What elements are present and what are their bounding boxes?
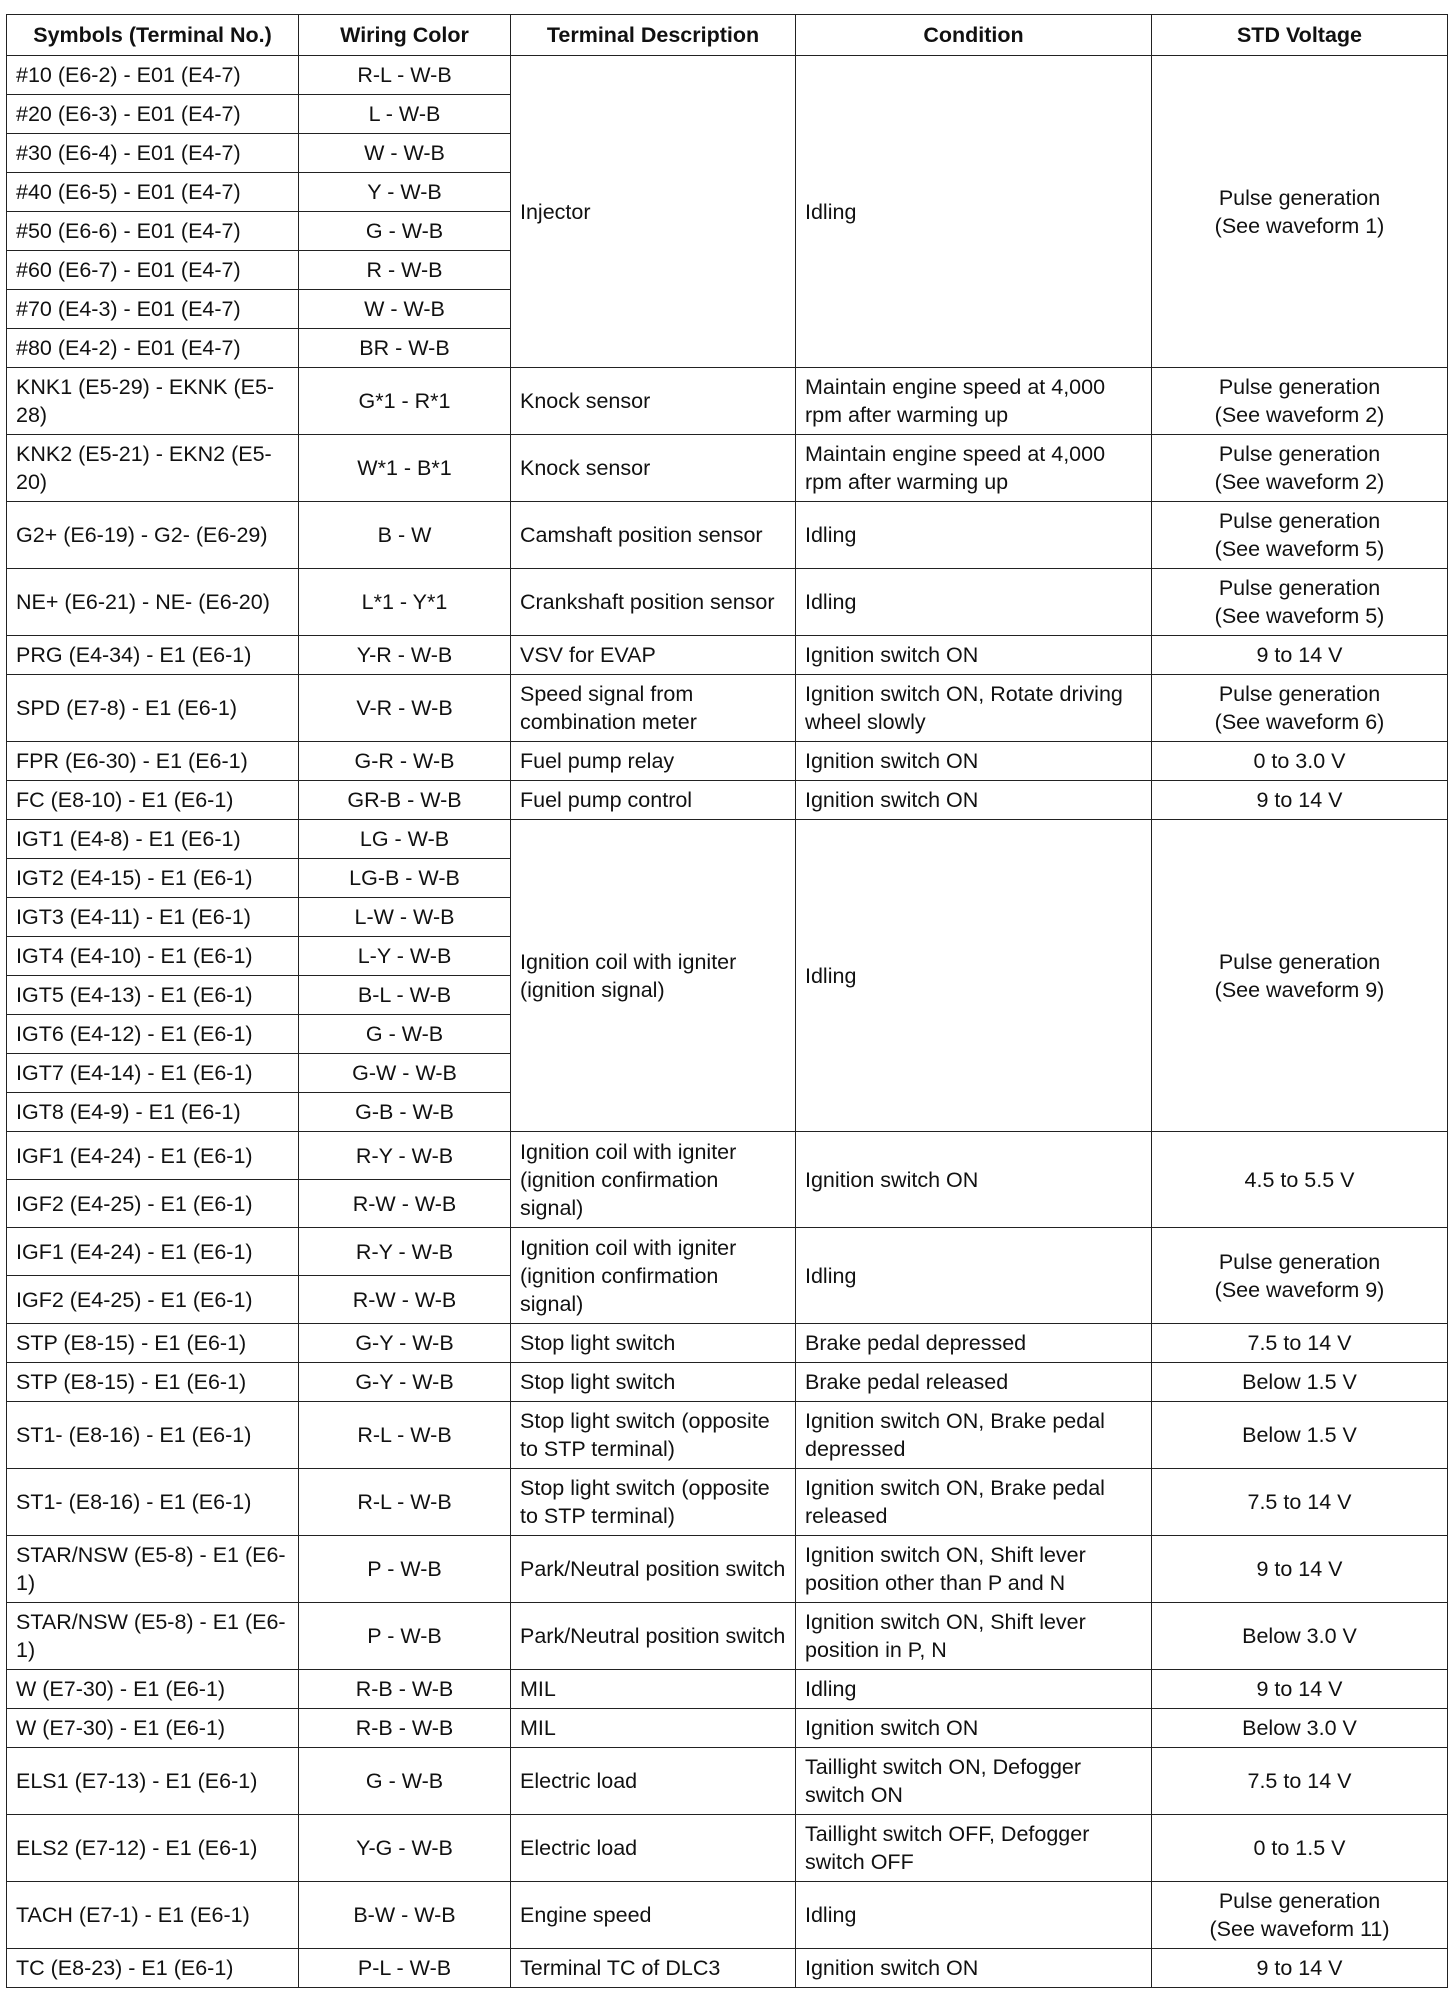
std-voltage-line: (See waveform 9) xyxy=(1214,977,1385,1002)
symbol-cell: IGT2 (E4-15) - E1 (E6-1) xyxy=(7,859,299,898)
std-voltage-line: 7.5 to 14 V xyxy=(1247,1490,1352,1514)
symbol-cell: IGT4 (E4-10) - E1 (E6-1) xyxy=(7,937,299,976)
wiring-color-cell: G-R - W-B xyxy=(299,742,511,781)
symbol-cell: #50 (E6-6) - E01 (E4-7) xyxy=(7,212,299,251)
symbol-cell: FPR (E6-30) - E1 (E6-1) xyxy=(7,742,299,781)
condition-cell: Ignition switch ON xyxy=(796,1709,1152,1748)
wiring-color-cell: BR - W-B xyxy=(299,329,511,368)
terminal-description-cell: MIL xyxy=(511,1709,796,1748)
std-voltage-line: 0 to 1.5 V xyxy=(1253,1836,1346,1860)
wiring-color-cell: R - W-B xyxy=(299,251,511,290)
terminal-description-cell: Injector xyxy=(511,56,796,368)
condition-cell: Idling xyxy=(796,1882,1152,1949)
terminal-description-cell: Crankshaft position sensor xyxy=(511,569,796,636)
wiring-color-cell: R-B - W-B xyxy=(299,1670,511,1709)
condition-cell: Ignition switch ON xyxy=(796,1949,1152,1988)
wiring-color-cell: L - W-B xyxy=(299,95,511,134)
wiring-color-cell: G*1 - R*1 xyxy=(299,368,511,435)
table-row xyxy=(7,435,1448,502)
symbol-cell: IGT1 (E4-8) - E1 (E6-1) xyxy=(7,820,299,859)
symbol-cell: ELS2 (E7-12) - E1 (E6-1) xyxy=(7,1815,299,1882)
condition-cell: Ignition switch ON, Shift lever position in P, N xyxy=(796,1603,1152,1670)
wiring-color-cell: W - W-B xyxy=(299,134,511,173)
symbol-cell: G2+ (E6-19) - G2- (E6-29) xyxy=(7,502,299,569)
symbol-cell: ST1- (E8-16) - E1 (E6-1) xyxy=(7,1402,299,1469)
symbol-cell: #10 (E6-2) - E01 (E4-7) xyxy=(7,56,299,95)
condition-cell: Idling xyxy=(796,56,1152,368)
header-wiring-color: Wiring Color xyxy=(299,15,511,56)
std-voltage-line: 9 to 14 V xyxy=(1256,1956,1343,1980)
std-voltage-cell xyxy=(1152,1882,1448,1949)
symbol-cell: STAR/NSW (E5-8) - E1 (E6-1) xyxy=(7,1603,299,1670)
std-voltage-line: (See waveform 5) xyxy=(1214,604,1385,628)
condition-cell: Maintain engine speed at 4,000 rpm after warming up xyxy=(796,368,1152,435)
condition-cell: Ignition switch ON xyxy=(796,1132,1152,1228)
wiring-color-cell: L-Y - W-B xyxy=(299,937,511,976)
header-condition: Condition xyxy=(796,15,1152,56)
std-voltage-cell xyxy=(1152,1670,1448,1709)
terminal-voltage-table-container xyxy=(6,14,1448,1988)
wiring-color-cell: R-Y - W-B xyxy=(299,1132,511,1180)
symbol-cell: IGF2 (E4-25) - E1 (E6-1) xyxy=(7,1276,299,1324)
table-row xyxy=(7,1228,1448,1276)
std-voltage-line: (See waveform 2) xyxy=(1214,470,1385,494)
table-row xyxy=(7,1324,1448,1363)
wiring-color-cell: G-Y - W-B xyxy=(299,1324,511,1363)
std-voltage-cell xyxy=(1152,1324,1448,1363)
std-voltage-cell xyxy=(1152,569,1448,636)
wiring-color-cell: Y-G - W-B xyxy=(299,1815,511,1882)
std-voltage-cell xyxy=(1152,1603,1448,1670)
header-symbols: Symbols (Terminal No.) xyxy=(7,15,299,56)
std-voltage-cell xyxy=(1152,1363,1448,1402)
table-row xyxy=(7,1132,1448,1180)
symbol-cell: IGF1 (E4-24) - E1 (E6-1) xyxy=(7,1228,299,1276)
table-row xyxy=(7,675,1448,742)
condition-cell: Brake pedal depressed xyxy=(796,1324,1152,1363)
std-voltage-cell xyxy=(1152,1132,1448,1228)
std-voltage-line: 7.5 to 14 V xyxy=(1247,1331,1352,1355)
std-voltage-cell xyxy=(1152,636,1448,675)
terminal-description-cell: Stop light switch (opposite to STP terminal) xyxy=(511,1402,796,1469)
header-row xyxy=(7,15,1448,56)
symbol-cell: #80 (E4-2) - E01 (E4-7) xyxy=(7,329,299,368)
terminal-description-cell: Engine speed xyxy=(511,1882,796,1949)
table-row xyxy=(7,1882,1448,1949)
table-row xyxy=(7,56,1448,95)
symbol-cell: TACH (E7-1) - E1 (E6-1) xyxy=(7,1882,299,1949)
condition-cell: Maintain engine speed at 4,000 rpm after warming up xyxy=(796,435,1152,502)
wiring-color-cell: P - W-B xyxy=(299,1536,511,1603)
terminal-voltage-table xyxy=(6,14,1448,1988)
condition-cell: Ignition switch ON xyxy=(796,781,1152,820)
wiring-color-cell: L*1 - Y*1 xyxy=(299,569,511,636)
symbol-cell: IGT7 (E4-14) - E1 (E6-1) xyxy=(7,1054,299,1093)
table-row xyxy=(7,636,1448,675)
table-row xyxy=(7,1949,1448,1988)
std-voltage-line: Pulse generation xyxy=(1218,442,1381,466)
symbol-cell: NE+ (E6-21) - NE- (E6-20) xyxy=(7,569,299,636)
terminal-description-cell: Knock sensor xyxy=(511,368,796,435)
wiring-color-cell: R-Y - W-B xyxy=(299,1228,511,1276)
wiring-color-cell: R-L - W-B xyxy=(299,56,511,95)
table-row xyxy=(7,781,1448,820)
wiring-color-cell: G-Y - W-B xyxy=(299,1363,511,1402)
terminal-description-cell: Stop light switch (opposite to STP terminal) xyxy=(511,1469,796,1536)
table-row xyxy=(7,1603,1448,1670)
std-voltage-line: Pulse generation xyxy=(1218,185,1381,210)
terminal-description-cell: Electric load xyxy=(511,1748,796,1815)
terminal-description-cell: VSV for EVAP xyxy=(511,636,796,675)
table-row xyxy=(7,368,1448,435)
condition-cell: Idling xyxy=(796,1228,1152,1324)
std-voltage-cell xyxy=(1152,1949,1448,1988)
condition-cell: Ignition switch ON xyxy=(796,636,1152,675)
wiring-color-cell: W*1 - B*1 xyxy=(299,435,511,502)
symbol-cell: KNK1 (E5-29) - EKNK (E5-28) xyxy=(7,368,299,435)
std-voltage-cell xyxy=(1152,820,1448,1132)
condition-cell: Idling xyxy=(796,1670,1152,1709)
symbol-cell: STP (E8-15) - E1 (E6-1) xyxy=(7,1324,299,1363)
terminal-description-cell: MIL xyxy=(511,1670,796,1709)
terminal-description-cell: Camshaft position sensor xyxy=(511,502,796,569)
std-voltage-cell xyxy=(1152,502,1448,569)
terminal-description-cell: Terminal TC of DLC3 xyxy=(511,1949,796,1988)
table-row xyxy=(7,1815,1448,1882)
std-voltage-line: 9 to 14 V xyxy=(1256,1557,1343,1581)
table-row xyxy=(7,1670,1448,1709)
symbol-cell: IGT5 (E4-13) - E1 (E6-1) xyxy=(7,976,299,1015)
wiring-color-cell: R-B - W-B xyxy=(299,1709,511,1748)
wiring-color-cell: LG - W-B xyxy=(299,820,511,859)
symbol-cell: IGF1 (E4-24) - E1 (E6-1) xyxy=(7,1132,299,1180)
condition-cell: Idling xyxy=(796,569,1152,636)
terminal-description-cell: Park/Neutral position switch xyxy=(511,1603,796,1670)
symbol-cell: IGT3 (E4-11) - E1 (E6-1) xyxy=(7,898,299,937)
terminal-description-cell: Fuel pump control xyxy=(511,781,796,820)
std-voltage-line: Below 3.0 V xyxy=(1242,1716,1357,1740)
wiring-color-cell: R-L - W-B xyxy=(299,1402,511,1469)
wiring-color-cell: R-W - W-B xyxy=(299,1180,511,1228)
std-voltage-line: (See waveform 9) xyxy=(1214,1277,1385,1302)
symbol-cell: STAR/NSW (E5-8) - E1 (E6-1) xyxy=(7,1536,299,1603)
wiring-color-cell: LG-B - W-B xyxy=(299,859,511,898)
table-row xyxy=(7,1748,1448,1815)
std-voltage-line: (See waveform 1) xyxy=(1214,213,1385,238)
std-voltage-line: 9 to 14 V xyxy=(1256,1677,1343,1701)
wiring-color-cell: G - W-B xyxy=(299,1748,511,1815)
std-voltage-line: Pulse generation xyxy=(1218,1889,1381,1913)
terminal-description-cell: Stop light switch xyxy=(511,1324,796,1363)
std-voltage-line: Below 1.5 V xyxy=(1242,1423,1357,1447)
wiring-color-cell: R-W - W-B xyxy=(299,1276,511,1324)
symbol-cell: SPD (E7-8) - E1 (E6-1) xyxy=(7,675,299,742)
std-voltage-cell xyxy=(1152,1402,1448,1469)
std-voltage-cell xyxy=(1152,675,1448,742)
condition-cell: Ignition switch ON, Shift lever position other than P and N xyxy=(796,1536,1152,1603)
std-voltage-line: (See waveform 5) xyxy=(1214,537,1385,561)
std-voltage-line: (See waveform 11) xyxy=(1209,1917,1390,1941)
table-row xyxy=(7,502,1448,569)
wiring-color-cell: V-R - W-B xyxy=(299,675,511,742)
wiring-color-cell: P - W-B xyxy=(299,1603,511,1670)
symbol-cell: ELS1 (E7-13) - E1 (E6-1) xyxy=(7,1748,299,1815)
terminal-description-cell: Stop light switch xyxy=(511,1363,796,1402)
std-voltage-cell xyxy=(1152,368,1448,435)
wiring-color-cell: B - W xyxy=(299,502,511,569)
table-row xyxy=(7,569,1448,636)
terminal-description-cell: Electric load xyxy=(511,1815,796,1882)
table-row xyxy=(7,1709,1448,1748)
table-row xyxy=(7,1363,1448,1402)
table-body xyxy=(7,56,1448,1988)
wiring-color-cell: L-W - W-B xyxy=(299,898,511,937)
terminal-description-cell: Ignition coil with igniter (ignition confirmation signal) xyxy=(511,1228,796,1324)
std-voltage-cell xyxy=(1152,742,1448,781)
condition-cell: Ignition switch ON, Brake pedal released xyxy=(796,1469,1152,1536)
symbol-cell: IGT6 (E4-12) - E1 (E6-1) xyxy=(7,1015,299,1054)
std-voltage-line: 9 to 14 V xyxy=(1256,788,1343,812)
table-row xyxy=(7,742,1448,781)
std-voltage-cell xyxy=(1152,435,1448,502)
symbol-cell: STP (E8-15) - E1 (E6-1) xyxy=(7,1363,299,1402)
header-terminal-description: Terminal Description xyxy=(511,15,796,56)
std-voltage-cell xyxy=(1152,1748,1448,1815)
std-voltage-line: Pulse generation xyxy=(1218,682,1381,706)
wiring-color-cell: R-L - W-B xyxy=(299,1469,511,1536)
std-voltage-line: Pulse generation xyxy=(1218,576,1381,600)
table-row xyxy=(7,820,1448,859)
terminal-description-cell: Ignition coil with igniter (ignition confirmation signal) xyxy=(511,1132,796,1228)
symbol-cell: PRG (E4-34) - E1 (E6-1) xyxy=(7,636,299,675)
std-voltage-cell xyxy=(1152,1469,1448,1536)
terminal-description-cell: Ignition coil with igniter (ignition signal) xyxy=(511,820,796,1132)
std-voltage-cell xyxy=(1152,1815,1448,1882)
std-voltage-line: Below 3.0 V xyxy=(1242,1624,1357,1648)
std-voltage-line: 9 to 14 V xyxy=(1256,643,1343,667)
std-voltage-line: Pulse generation xyxy=(1218,375,1381,399)
condition-cell: Ignition switch ON xyxy=(796,742,1152,781)
condition-cell: Ignition switch ON, Brake pedal depressed xyxy=(796,1402,1152,1469)
symbol-cell: W (E7-30) - E1 (E6-1) xyxy=(7,1670,299,1709)
wiring-color-cell: Y-R - W-B xyxy=(299,636,511,675)
symbol-cell: #60 (E6-7) - E01 (E4-7) xyxy=(7,251,299,290)
std-voltage-line: Pulse generation xyxy=(1218,509,1381,533)
symbol-cell: ST1- (E8-16) - E1 (E6-1) xyxy=(7,1469,299,1536)
wiring-color-cell: G - W-B xyxy=(299,1015,511,1054)
condition-cell: Taillight switch ON, Defogger switch ON xyxy=(796,1748,1152,1815)
wiring-color-cell: Y - W-B xyxy=(299,173,511,212)
std-voltage-cell xyxy=(1152,1536,1448,1603)
std-voltage-line: Pulse generation xyxy=(1218,1249,1381,1274)
symbol-cell: #40 (E6-5) - E01 (E4-7) xyxy=(7,173,299,212)
std-voltage-line: 4.5 to 5.5 V xyxy=(1244,1167,1355,1192)
condition-cell: Taillight switch OFF, Defogger switch OFF xyxy=(796,1815,1152,1882)
table-row xyxy=(7,1536,1448,1603)
symbol-cell: #30 (E6-4) - E01 (E4-7) xyxy=(7,134,299,173)
terminal-description-cell: Speed signal from combination meter xyxy=(511,675,796,742)
std-voltage-cell xyxy=(1152,1228,1448,1324)
wiring-color-cell: G - W-B xyxy=(299,212,511,251)
std-voltage-cell xyxy=(1152,1709,1448,1748)
symbol-cell: KNK2 (E5-21) - EKN2 (E5-20) xyxy=(7,435,299,502)
symbol-cell: IGF2 (E4-25) - E1 (E6-1) xyxy=(7,1180,299,1228)
std-voltage-cell xyxy=(1152,781,1448,820)
std-voltage-line: 7.5 to 14 V xyxy=(1247,1769,1352,1793)
wiring-color-cell: G-B - W-B xyxy=(299,1093,511,1132)
terminal-description-cell: Knock sensor xyxy=(511,435,796,502)
wiring-color-cell: B-L - W-B xyxy=(299,976,511,1015)
wiring-color-cell: G-W - W-B xyxy=(299,1054,511,1093)
std-voltage-line: Pulse generation xyxy=(1218,949,1381,974)
wiring-color-cell: P-L - W-B xyxy=(299,1949,511,1988)
wiring-color-cell: W - W-B xyxy=(299,290,511,329)
wiring-color-cell: GR-B - W-B xyxy=(299,781,511,820)
std-voltage-line: 0 to 3.0 V xyxy=(1253,749,1346,773)
symbol-cell: W (E7-30) - E1 (E6-1) xyxy=(7,1709,299,1748)
std-voltage-line: (See waveform 6) xyxy=(1214,710,1385,734)
symbol-cell: FC (E8-10) - E1 (E6-1) xyxy=(7,781,299,820)
std-voltage-line: (See waveform 2) xyxy=(1214,403,1385,427)
std-voltage-cell xyxy=(1152,56,1448,368)
table-row xyxy=(7,1469,1448,1536)
condition-cell: Brake pedal released xyxy=(796,1363,1152,1402)
symbol-cell: IGT8 (E4-9) - E1 (E6-1) xyxy=(7,1093,299,1132)
header-std-voltage: STD Voltage xyxy=(1152,15,1448,56)
condition-cell: Ignition switch ON, Rotate driving wheel slowly xyxy=(796,675,1152,742)
terminal-description-cell: Fuel pump relay xyxy=(511,742,796,781)
table-row xyxy=(7,1402,1448,1469)
symbol-cell: TC (E8-23) - E1 (E6-1) xyxy=(7,1949,299,1988)
symbol-cell: #70 (E4-3) - E01 (E4-7) xyxy=(7,290,299,329)
terminal-description-cell: Park/Neutral position switch xyxy=(511,1536,796,1603)
condition-cell: Idling xyxy=(796,502,1152,569)
std-voltage-line: Below 1.5 V xyxy=(1242,1370,1357,1394)
condition-cell: Idling xyxy=(796,820,1152,1132)
symbol-cell: #20 (E6-3) - E01 (E4-7) xyxy=(7,95,299,134)
wiring-color-cell: B-W - W-B xyxy=(299,1882,511,1949)
